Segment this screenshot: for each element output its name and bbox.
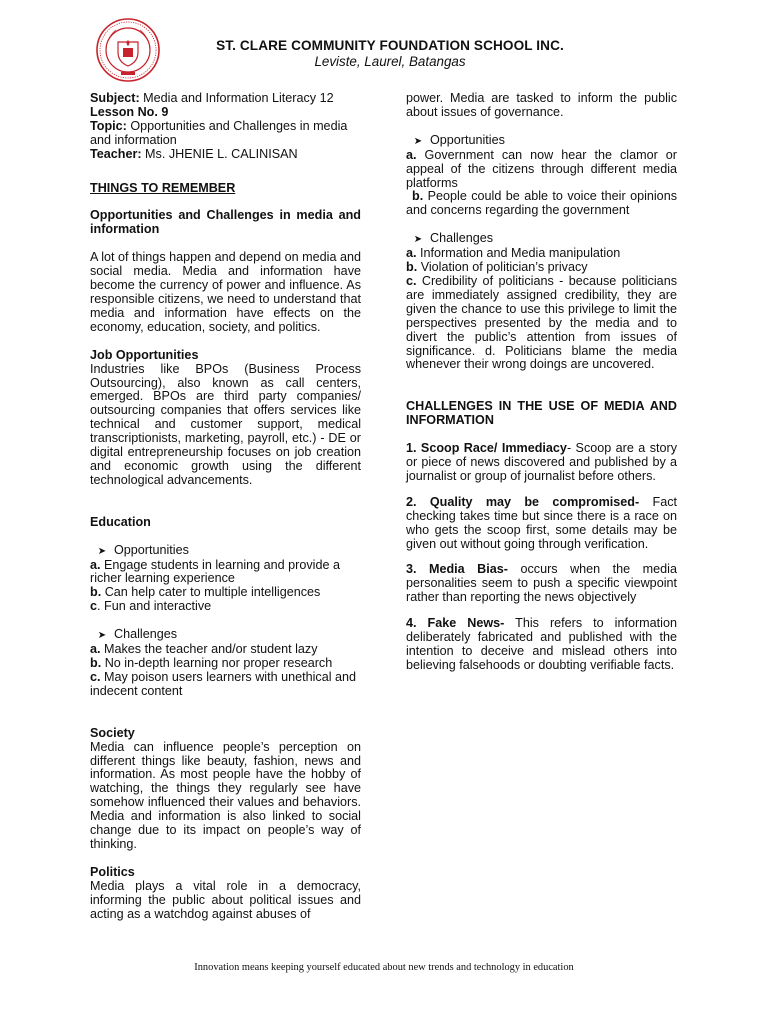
challenge-item: 4. Fake News- This refers to information deliberately fabricated and published with the intention to deceive and mislead others into believing falsehoods or doubting verifiable facts. bbox=[406, 616, 677, 672]
arrow-bullet-icon: ➤ bbox=[413, 234, 423, 246]
teacher-line bbox=[90, 148, 361, 162]
challenge-item: 1. Scoop Race/ Immediacy- Scoop are a story or piece of news discovered and published by a journalist or group of journalist before others. bbox=[406, 441, 677, 483]
society-heading: Society bbox=[90, 725, 135, 740]
things-to-remember-heading: THINGS TO REMEMBER bbox=[90, 180, 236, 195]
politics-challenges-label: ➤ Challenges bbox=[406, 232, 677, 247]
politics-text-continued: power. Media are tasked to inform the public about issues of governance. bbox=[406, 91, 677, 119]
education-challenges-label: ➤ Challenges bbox=[90, 628, 361, 643]
education-opportunity-item: a. Engage students in learning and provide a richer learning experience bbox=[90, 557, 340, 586]
topic-line bbox=[90, 120, 361, 148]
subject-line bbox=[90, 92, 361, 106]
politics-text: Media plays a vital role in a democracy, informing the public about political issues and acting as a watchdog against abuses of bbox=[90, 878, 361, 921]
challenge-item: 3. Media Bias- occurs when the media personalities seem to push a specific viewpoint rather than reporting the news objectively bbox=[406, 562, 677, 605]
school-logo bbox=[96, 18, 160, 82]
politics-opportunities-label: ➤ Opportunities bbox=[406, 134, 677, 149]
job-opportunities-heading: Job Opportunities bbox=[90, 347, 199, 362]
intro-paragraph: A lot of things happen and depend on media and social media. Media and information have become the currency of power and influence. As responsible citizens, we need to understand that media and information have effects on the economy, education, society, and politics. bbox=[90, 250, 361, 334]
education-heading: Education bbox=[90, 514, 151, 529]
arrow-bullet-icon: ➤ bbox=[97, 630, 107, 642]
subject-label: Subject: bbox=[90, 91, 140, 105]
politics-challenge-item: c. Credibility of politicians - because politicians are immediately assigned credibility, they are given the chance to use this privilege to limit the perspectives presented by the media and to divert the public’s attention from issues of significance. d. Politicians blame the media whenever their wrong doings are uncovered. bbox=[406, 273, 677, 372]
education-opportunity-item: b. Can help cater to multiple intelligences bbox=[90, 585, 321, 600]
politics-opportunity-item: b. People could be able to voice their opinions and concerns regarding the government bbox=[406, 189, 677, 218]
teacher-label: Teacher: bbox=[90, 146, 142, 161]
politics-opportunity-item: a. Government can now hear the clamor or appeal of the citizens through different media platforms bbox=[406, 147, 677, 190]
education-opportunities-label: ➤ Opportunities bbox=[90, 544, 361, 559]
politics-heading: Politics bbox=[90, 864, 135, 879]
topic-label: Topic: bbox=[90, 118, 127, 133]
school-name: ST. CLARE COMMUNITY FOUNDATION SCHOOL INC. bbox=[216, 38, 564, 53]
society-text: Media can influence people’s perception on different things like beauty, fashion, news and information. As most people have the hobby of watching, the things they regularly see have somehow influenced their values and behaviors. Media and information is also linked to social change due to its impact on people’s way of thinking. bbox=[90, 739, 361, 851]
teacher-value: Ms. JHENIE L. CALINISAN bbox=[141, 146, 298, 161]
education-challenge-item: c. May poison users learners with unethical and indecent content bbox=[90, 669, 357, 698]
subject-value: Media and Information Literacy 12 bbox=[139, 91, 334, 105]
footer-quote: Innovation means keeping yourself educated about new trends and technology in education bbox=[194, 962, 574, 973]
arrow-bullet-icon: ➤ bbox=[413, 135, 423, 147]
education-challenge-item: b. No in-depth learning nor proper research bbox=[90, 656, 333, 670]
challenge-item: 2. Quality may be compromised- Fact checking takes time but since there is a race on who gets the scoop first, some details may be given out without going through verification. bbox=[406, 494, 677, 551]
education-opportunity-item: c. Fun and interactive bbox=[90, 599, 212, 614]
challenges-in-media-heading: CHALLENGES IN THE USE OF MEDIA AND INFORMATION bbox=[406, 399, 677, 428]
left-column bbox=[90, 92, 361, 922]
politics-challenge-item: b. Violation of politician’s privacy bbox=[406, 260, 588, 275]
opportunities-challenges-heading: Opportunities and Challenges in media and information bbox=[90, 208, 361, 237]
education-challenge-item: a. Makes the teacher and/or student lazy bbox=[90, 642, 318, 657]
right-column bbox=[406, 92, 677, 673]
topic-value: Opportunities and Challenges in media and information bbox=[90, 118, 348, 147]
school-address: Leviste, Laurel, Batangas bbox=[314, 54, 466, 69]
lesson-number: Lesson No. 9 bbox=[90, 104, 169, 119]
job-opportunities-text: Industries like BPOs (Business Process Outsourcing), also known as call centers, emerged. BPOs are third party companies/ outsourcing companies that offers services like technical and customer support, medical transcriptionists, marketing, payroll, etc.) - DE or digital entrepreneurship focuses on job creation and economic growth using the different technological advancements. bbox=[90, 361, 361, 487]
politics-challenge-item: a. Information and Media manipulation bbox=[406, 246, 621, 261]
arrow-bullet-icon: ➤ bbox=[97, 545, 107, 557]
